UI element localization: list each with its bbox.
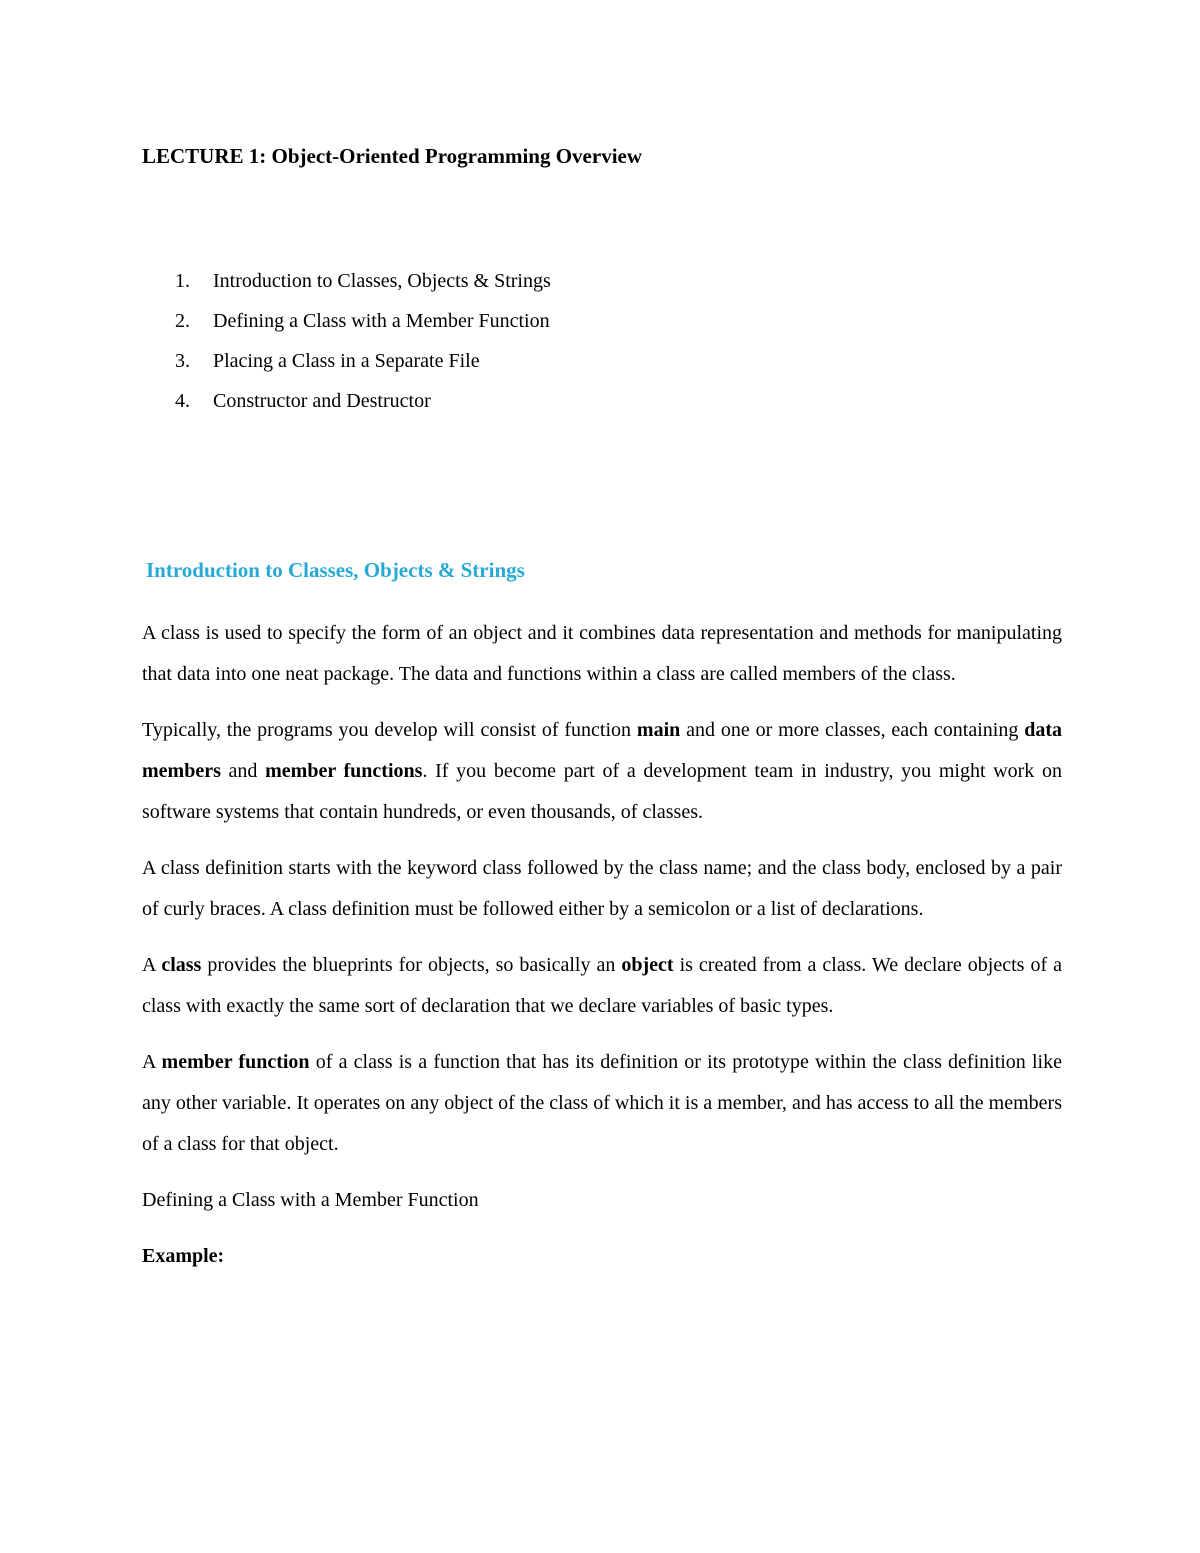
- paragraph: Typically, the programs you develop will consist of function main and one or more classes, each containing data members and member functions. If you become part of a development team in industry, you might work on software systems that contain hundreds, or even thousands, of classes.: [142, 719, 1062, 824]
- page-title: LECTURE 1: Object-Oriented Programming Overview: [142, 144, 643, 168]
- toc-item-number: 2.: [175, 310, 190, 333]
- toc-item: [142, 269, 1062, 293]
- toc-item-label: Placing a Class in a Separate File: [213, 350, 480, 373]
- toc-item-number: 4.: [175, 390, 190, 413]
- toc-item-label: Introduction to Classes, Objects & Strings: [213, 270, 551, 293]
- section-heading: Introduction to Classes, Objects & Strings: [146, 558, 525, 583]
- toc-item: [142, 349, 1062, 373]
- toc-item: [142, 389, 1062, 413]
- paragraph: Example:: [142, 1245, 225, 1268]
- paragraph: Defining a Class with a Member Function: [142, 1189, 479, 1212]
- toc-list: [142, 269, 1062, 413]
- paragraph: A member function of a class is a function that has its definition or its prototype within the class definition like any other variable. It operates on any object of the class of which it is a member, and has access to all the members of a class for that object.: [142, 1051, 1062, 1156]
- toc-item-label: Defining a Class with a Member Function: [213, 310, 550, 333]
- paragraph: A class is used to specify the form of an object and it combines data representation and methods for manipulating that data into one neat package. The data and functions within a class are called members of the class.: [142, 622, 1062, 686]
- toc-item: [142, 309, 1062, 333]
- toc-item-number: 1.: [175, 270, 190, 293]
- paragraph: A class provides the blueprints for objects, so basically an object is created from a class. We declare objects of a class with exactly the same sort of declaration that we declare variables of basic types.: [142, 954, 1062, 1018]
- toc-item-label: Constructor and Destructor: [213, 390, 431, 413]
- toc-item-number: 3.: [175, 350, 190, 373]
- paragraph: A class definition starts with the keyword class followed by the class name; and the class body, enclosed by a pair of curly braces. A class definition must be followed either by a semicolon or a list of declarations.: [142, 857, 1062, 921]
